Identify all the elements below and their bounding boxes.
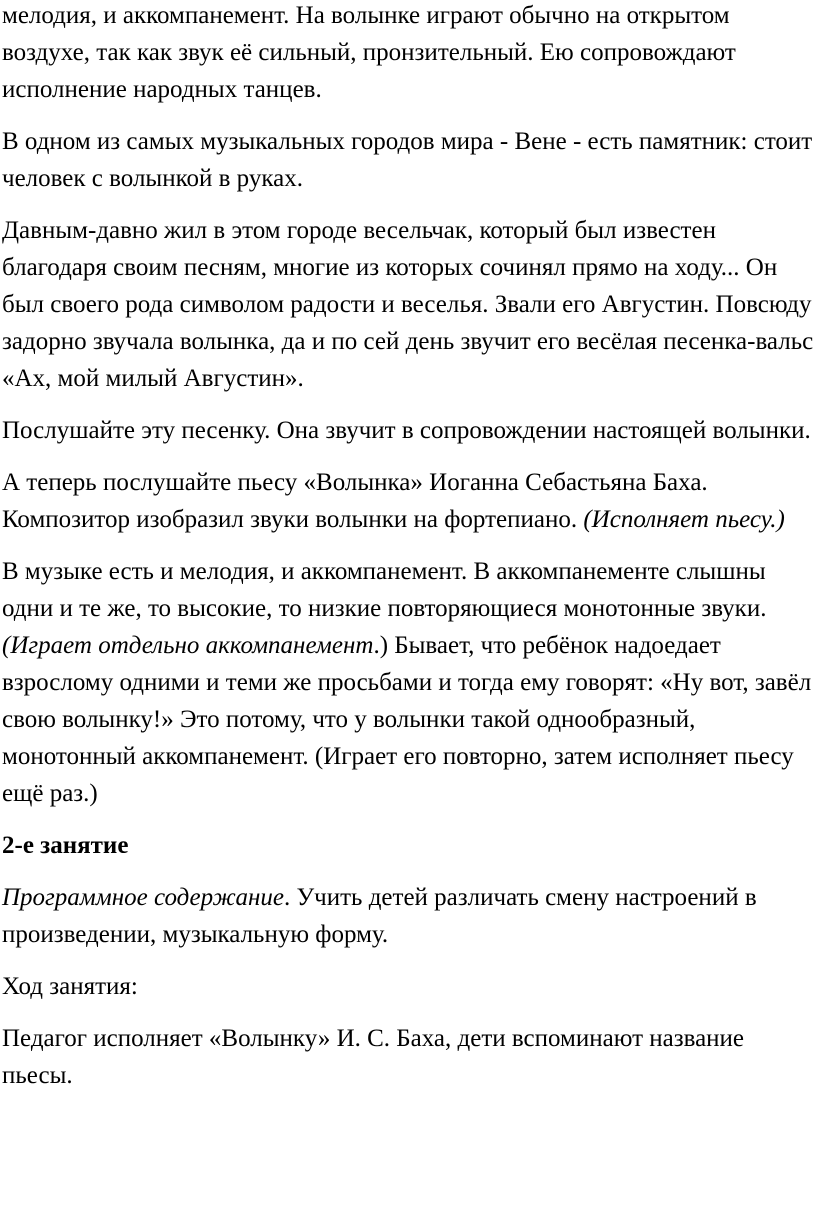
paragraph-vienna-monument: В одном из самых музыкальных городов мира - Вене - есть памятник: стоит человек с волынкой в руках. [2, 128, 813, 192]
paragraph-bagpipe-intro: мелодия, и аккомпанемент. На волынке играют обычно на открытом воздухе, так как звук её сильный, пронзительный. Ею сопровождают исполнение народных танцев. [2, 2, 736, 103]
paragraph-bach-note: (Исполняет пьесу.) [583, 506, 785, 533]
paragraph-augustin-story: Давным-давно жил в этом городе весельчак, который был известен благодаря своим песням, многие из которых сочинял прямо на ходу... Он был своего рода символом радости и веселья. Звали его Августин. Повсюду задорно звучала волынка, да и по сей день звучит его весёлая песенка-вальс «Ах, мой милый Августин». [2, 217, 814, 392]
paragraph-accompaniment-text-a: В музыке есть и мелодия, и аккомпанемент. В аккомпанементе слышны одни и те же, то высокие, то низкие повторяющиеся монотонные звуки. [2, 558, 767, 622]
section-heading: 2-е занятие [2, 832, 129, 859]
paragraph-teacher-plays: Педагог исполняет «Волынку» И. С. Баха, дети вспоминают название пьесы. [2, 1025, 745, 1089]
paragraph-accompaniment-text-b: .) Бывает, что ребёнок надоедает взрослому одними и теми же просьбами и тогда ему говорят: «Ну вот, завёл свою волынку!» Это потому, что у волынки такой однообразный, монотонный аккомпанемент. (Играет его повторно, затем исполняет пьесу ещё раз.) [2, 632, 812, 807]
program-content-label: Программное содержание [2, 884, 284, 911]
paragraph-accompaniment-note: (Играет отдельно аккомпанемент [2, 632, 374, 659]
paragraph-bach-text: А теперь послушайте пьесу «Волынка» Иоганна Себастьяна Баха. Композитор изобразил звуки волынки на фортепиано. [2, 469, 708, 533]
document-page [2, 0, 814, 1109]
paragraph-bach-bagpipe [2, 464, 814, 538]
program-content-text: . Учить детей различать смену настроений в произведении, музыкальную форму. [2, 884, 757, 948]
paragraph-accompaniment [2, 553, 814, 812]
paragraph-program-content [2, 879, 814, 953]
paragraph-listen-song: Послушайте эту песенку. Она звучит в сопровождении настоящей волынки. [2, 417, 811, 444]
paragraph-lesson-course: Ход занятия: [2, 973, 138, 1000]
